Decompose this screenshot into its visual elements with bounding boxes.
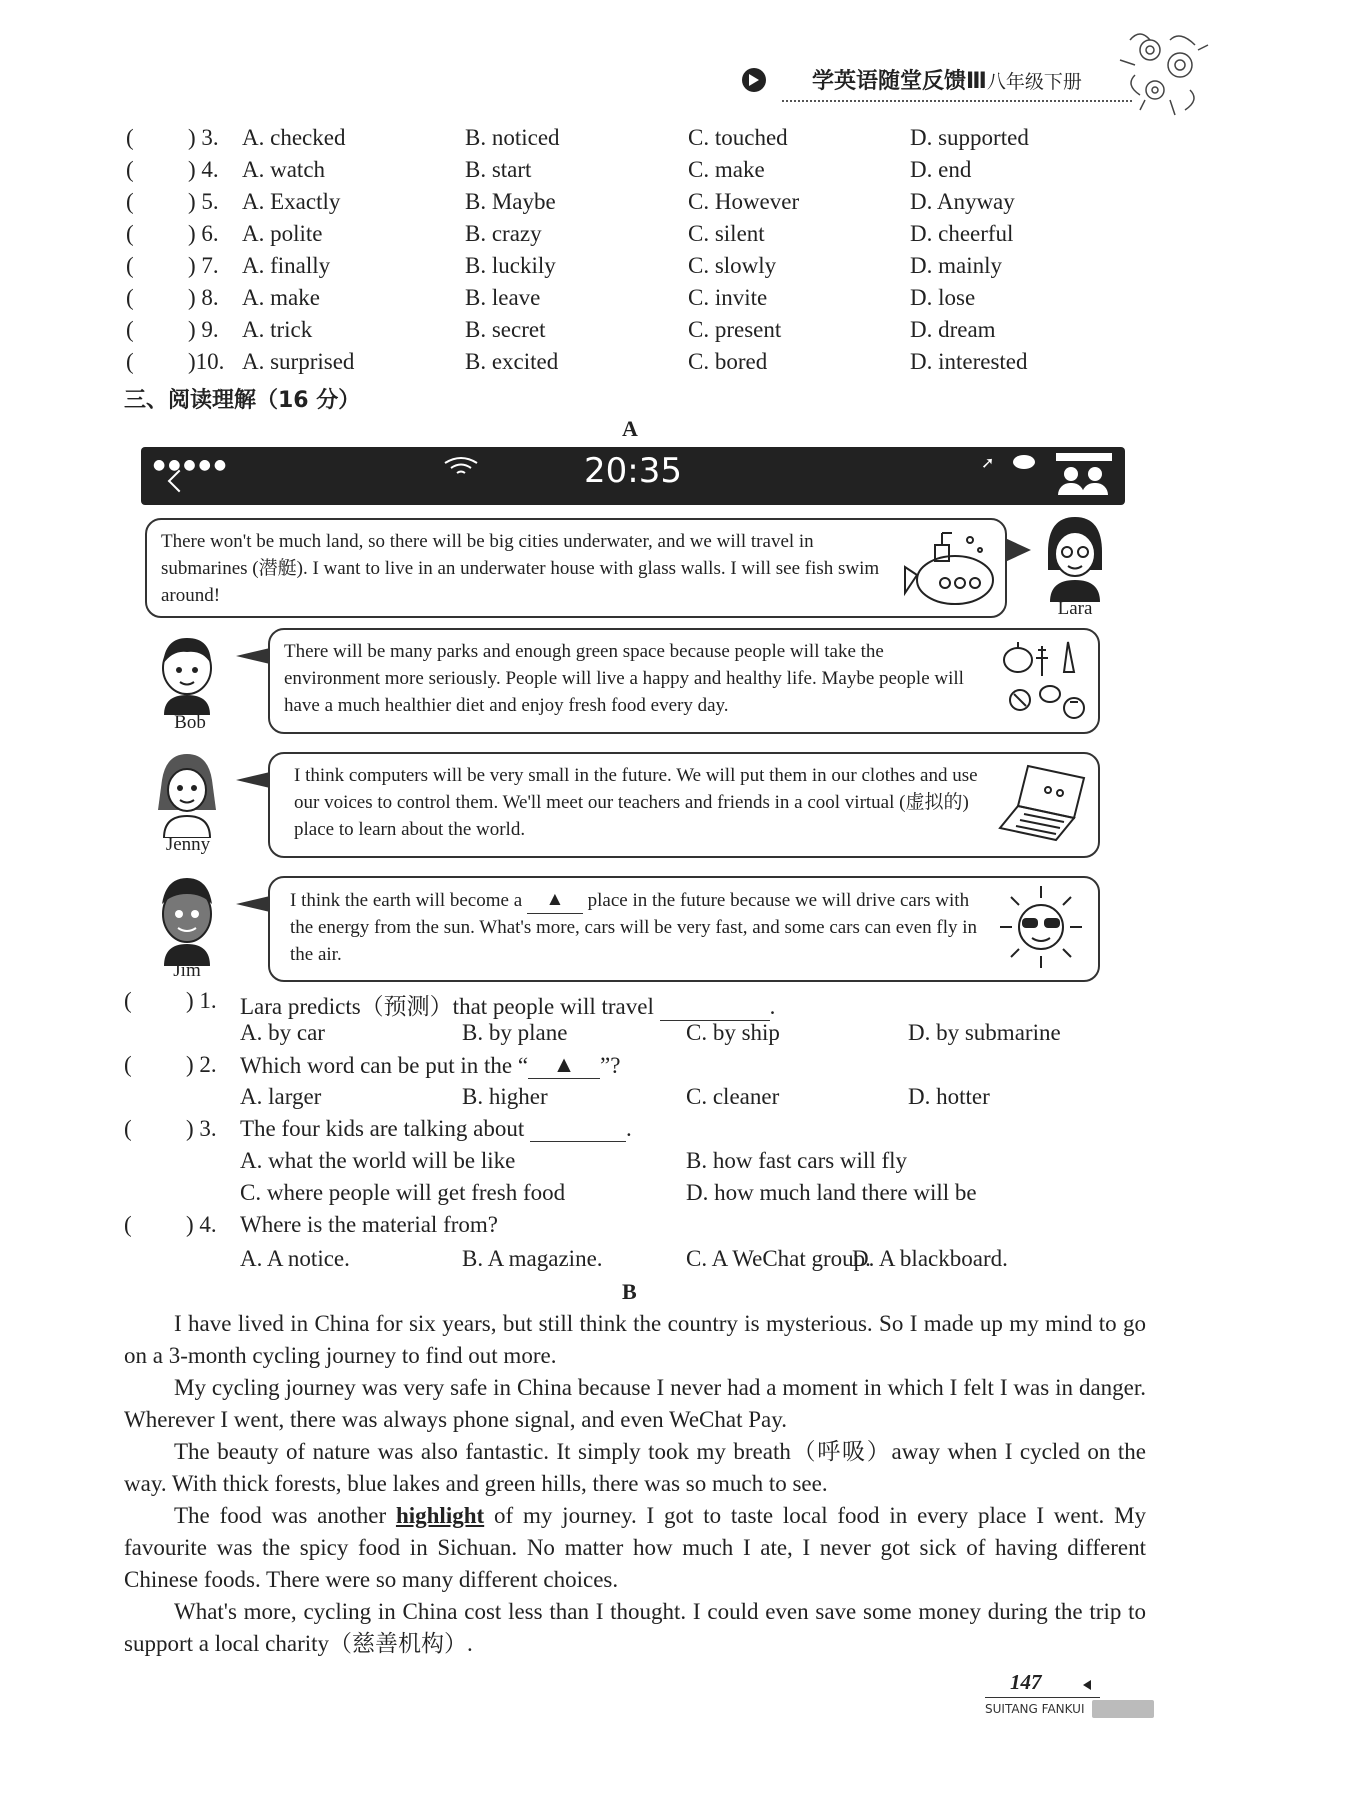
option-c: C. make [688,157,765,182]
answer-blank[interactable]: ▲ [528,1052,600,1079]
question-text: Which word can be put in the “ [240,1053,529,1078]
option-c: C. However [688,189,800,214]
option-b: B. secret [465,317,546,342]
question-number: ) 8. [188,285,219,310]
bubble-tail [236,648,270,664]
answer-bracket[interactable]: ( [126,125,134,150]
section-title: 三、阅读理解（16 分） [124,388,361,413]
bubble-tail [236,896,270,912]
group-contacts-icon[interactable] [1056,453,1112,499]
chat-text: There will be many parks and enough green space because people will take the environment more seriously. People will live a happy and healthy life. Maybe people will have a much healthier diet and enjoy fresh food every day. [284,641,964,716]
option-a: A. finally [242,253,331,278]
option-d: D. how much land there will be [686,1180,977,1205]
option-a: A. by car [240,1020,325,1045]
answer-bracket[interactable]: ( [124,1052,132,1077]
location-arrow-icon: ➚ [981,453,995,472]
answer-blank[interactable]: ▲ [527,886,583,914]
option-c: C. invite [688,285,768,310]
question-number: ) 6. [188,221,219,246]
passage-label: B [622,1279,637,1304]
option-a: A. watch [242,157,326,182]
option-a: A. what the world will be like [240,1148,516,1173]
chat-text: There won't be much land, so there will be big cities underwater, and we will travel in submarines (潜艇). I want to live in an underwater house with glass walls. I will see fish swim around! [161,531,880,606]
question-number: ) 9. [188,317,219,342]
option-b: B. luckily [465,253,556,278]
question-stem: Where is the material from? [240,1212,498,1237]
question-number: ) 7. [188,253,219,278]
bubble-tail [1005,538,1031,562]
question-number: ) 5. [188,189,219,214]
footer-divider [985,1697,1100,1698]
answer-bracket[interactable]: ( [126,285,134,310]
option-a: A. Exactly [242,189,341,214]
option-b: B. A magazine. [462,1246,603,1271]
passage-paragraph: My cycling journey was very safe in China because I never had a moment in which I felt I was in danger. Wherever I went, there was always phone signal, and even WeChat Pay. [124,1375,1146,1432]
answer-bracket[interactable]: ( [124,1116,132,1141]
phone-status-bar [141,447,1125,505]
option-d: D. Anyway [910,189,1015,214]
chat-text: I think the earth will become a [290,890,523,911]
laptop-icon [998,762,1088,842]
option-c: C. slowly [688,253,777,278]
option-d: D. end [910,157,972,182]
avatar-jenny [152,750,222,838]
option-b: B. start [465,157,532,182]
paragraph-text: The food was another [174,1503,387,1528]
question-text: Lara predicts（预测）that people will travel [240,994,654,1019]
option-b: B. noticed [465,125,560,150]
highlighted-word: highlight [395,1503,485,1528]
option-a: A. trick [242,317,313,342]
avatar-name: Jenny [165,834,211,855]
submarine-icon [900,525,1000,613]
answer-bracket[interactable]: ( [126,221,134,246]
option-a: A. surprised [242,349,355,374]
avatar-lara [1040,512,1110,602]
answer-blank[interactable] [530,1141,626,1142]
question-number: ) 4. [186,1212,217,1237]
sun-sunglasses-icon [996,882,1086,972]
question-number: ) 3. [186,1116,217,1141]
option-a: A. make [242,285,320,310]
battery-icon [1013,455,1035,469]
avatar-name: Jim [173,960,201,981]
header-divider [782,100,1132,102]
chat-bubble-jim [268,876,1100,982]
header-grade: 八年级下册 [986,71,1082,93]
option-c: C. bored [688,349,768,374]
header-title [812,64,1082,95]
chat-text: place in the future because we will drive cars with the energy from the sun. What's more, cars will be very fast, and some cars can even fly in the air. [290,890,978,965]
chat-bubble-bob [268,628,1100,734]
flower-decoration-icon [1110,20,1210,120]
passage-paragraph: The beauty of nature was also fantastic. It simply took my breath（呼吸）away when I cycled on the way. With thick forests, blue lakes and green hills, there was so much to see. [124,1439,1146,1496]
answer-bracket[interactable]: ( [124,988,132,1013]
vegetables-icon [998,638,1090,726]
option-c: C. silent [688,221,765,246]
passage-paragraph: What's more, cycling in China cost less than I thought. I could even save some money during the trip to support a local charity（慈善机构）. [124,1599,1146,1656]
question-text: ”? [600,1053,621,1078]
option-d: D. by submarine [908,1020,1061,1045]
question-number: ) 1. [186,988,217,1013]
option-b: B. crazy [465,221,542,246]
option-d: D. dream [910,317,996,342]
passage-label: A [622,416,638,441]
option-a: A. A notice. [240,1246,350,1271]
option-c: C. present [688,317,782,342]
option-c: C. where people will get fresh food [240,1180,566,1205]
option-b: B. how fast cars will fly [686,1148,908,1173]
option-d: D. supported [910,125,1029,150]
avatar-bob [152,630,222,715]
question-number: )10. [188,349,225,374]
page-arrow-icon [1083,1680,1091,1690]
avatar-jim [152,874,222,966]
avatar-name: Bob [174,712,206,733]
option-a: A. larger [240,1084,322,1109]
option-d: D. A blackboard. [852,1246,1008,1271]
question-number: ) 2. [186,1052,217,1077]
bubble-tail [236,772,270,788]
option-c: C. by ship [686,1020,780,1045]
answer-bracket[interactable]: ( [126,317,134,342]
question-stem: Lara predicts（预测）that people will travel . [240,994,776,1019]
option-c: C. touched [688,125,788,150]
paragraph-text: of my journey. I got to taste local food in every place I went. My favourite was the spicy food in Sichuan. No matter how much I ate, I never got sick of having different Chinese foods. There were so many different choices. [124,1503,1147,1592]
question-stem [240,1052,620,1079]
page-number: 147 [1010,1670,1042,1694]
chat-bubble-lara [145,518,1007,618]
option-b: B. by plane [462,1020,568,1045]
option-c: C. A WeChat group. [686,1246,871,1271]
option-a: A. polite [242,221,323,246]
question-number: ) 4. [188,157,219,182]
header-icon [742,68,766,92]
option-d: D. lose [910,285,976,310]
answer-bracket[interactable]: ( [126,349,134,374]
option-d: D. hotter [908,1084,990,1109]
question-number: ) 3. [188,125,219,150]
option-b: B. excited [465,349,559,374]
question-text: The four kids are talking about [240,1116,525,1141]
footer-logo [1092,1700,1154,1718]
option-d: D. cheerful [910,221,1014,246]
avatar-name: Lara [1057,598,1093,619]
header-book-title: 学英语随堂反馈Ⅲ [812,69,987,94]
option-d: D. interested [910,349,1028,374]
answer-bracket[interactable]: ( [126,157,134,182]
passage-paragraph [124,1500,1146,1596]
option-d: D. mainly [910,253,1002,278]
chat-bubble-jenny [268,752,1100,858]
question-stem: The four kids are talking about . [240,1116,632,1141]
footer-brand: SUITANG FANKUI [985,1702,1085,1716]
option-a: A. checked [242,125,346,150]
passage-paragraph: I have lived in China for six years, but still think the country is mysterious. So I made up my mind to go on a 3-month cycling journey to find out more. [124,1311,1146,1368]
status-time: 20:35 [584,451,682,491]
option-b: B. higher [462,1084,548,1109]
signal-dots-icon: ●●●●● [153,457,230,473]
chat-text: I think computers will be very small in the future. We will put them in our clothes and use our voices to control them. We'll meet our teachers and friends in a cool virtual (虚拟的) place to learn about the world. [294,765,978,840]
answer-bracket[interactable]: ( [124,1212,132,1237]
answer-bracket[interactable]: ( [126,189,134,214]
answer-bracket[interactable]: ( [126,253,134,278]
option-c: C. cleaner [686,1084,780,1109]
option-b: B. leave [465,285,541,310]
option-b: B. Maybe [465,189,556,214]
